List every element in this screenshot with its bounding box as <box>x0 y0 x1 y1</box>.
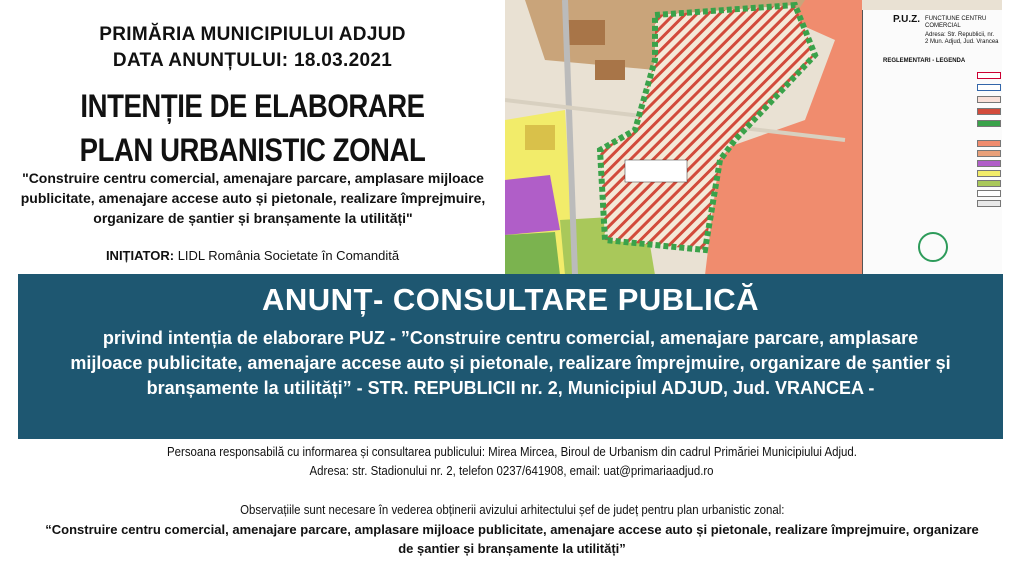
legend-swatch <box>977 170 1001 177</box>
initiator-line <box>0 248 505 263</box>
contact-address-text: Adresa: str. Stadionului nr. 2, telefon 0237/641908, email: uat@primariaadjud.ro <box>309 463 715 478</box>
urban-plan-map <box>505 0 1002 275</box>
legend-header: FUNCTIUNE CENTRU COMERCIAL <box>925 16 987 29</box>
legend-section: REGLEMENTARI - LEGENDA <box>883 58 966 64</box>
legend-swatch <box>977 200 1001 207</box>
contact-address <box>0 463 1024 478</box>
title-line-2: PLAN URBANISTIC ZONAL <box>79 132 426 168</box>
responsible-text: Persoana responsabilă cu informarea și consultarea publicului: Mirea Mircea, Biroul de Urbanism din cadrul Primăriei Municipiului Adjud. <box>167 444 857 459</box>
project-description: "Construire centru comercial, amenajare parcare, amplasare mijloace publicitate, amenajare accese auto și pietonale, realizare împrejmuire, organizare de șantier și branșamente la utilități" <box>20 170 486 226</box>
title-line-1: INTENȚIE DE ELABORARE <box>80 88 425 124</box>
legend-swatch <box>977 160 1001 167</box>
legend-swatch <box>977 120 1001 127</box>
initiator-label: INIȚIATOR: <box>105 248 175 263</box>
observations-intro <box>0 502 1024 517</box>
banner-description: privind intenția de elaborare PUZ - ”Construire centru comercial, amenajare parcare, amplasare mijloace publicitate, amenajare accese auto și pietonale, realizare împrejmuire, organizare de șantier și branșamente la utilități” - STR. REPUBLICII nr. 2, Municipiul ADJUD, Jud. VRANCEA - <box>70 328 951 398</box>
banner-title: ANUNȚ- CONSULTARE PUBLICĂ <box>262 282 759 317</box>
public-consultation-banner <box>18 274 1003 439</box>
institution-name: PRIMĂRIA MUNICIPIULUI ADJUD <box>99 24 406 45</box>
legend-swatch <box>977 180 1001 187</box>
legend-title: P.U.Z. <box>893 14 921 25</box>
legend-swatch <box>977 108 1001 115</box>
legend-swatch <box>977 150 1001 157</box>
stamp-icon <box>918 232 948 262</box>
announcement-document <box>0 0 505 275</box>
observations-intro-text: Observațiile sunt necesare în vederea obținerii avizului arhitectului șef de județ pentru plan urbanistic zonal: <box>239 502 785 517</box>
initiator-value: LIDL România Societate în Comandită <box>177 248 400 263</box>
legend-swatch <box>977 84 1001 91</box>
map-legend <box>862 10 1002 275</box>
legend-swatch <box>977 96 1001 103</box>
responsible-person <box>0 444 1024 459</box>
legend-swatch <box>977 140 1001 147</box>
legend-swatch <box>977 190 1001 197</box>
observations-quote: “Construire centru comercial, amenajare parcare, amplasare mijloace publicitate, amenajare accese auto și pietonale, realizare împrejmuire, organizare de șantier și branșamente la utilități” <box>45 522 979 556</box>
legend-swatch <box>977 72 1001 79</box>
announcement-date: DATA ANUNȚULUI: 18.03.2021 <box>112 50 393 71</box>
legend-address: Adresa: Str. Republicii, nr. 2 Mun. Adjud, Jud. Vrancea <box>925 32 999 45</box>
